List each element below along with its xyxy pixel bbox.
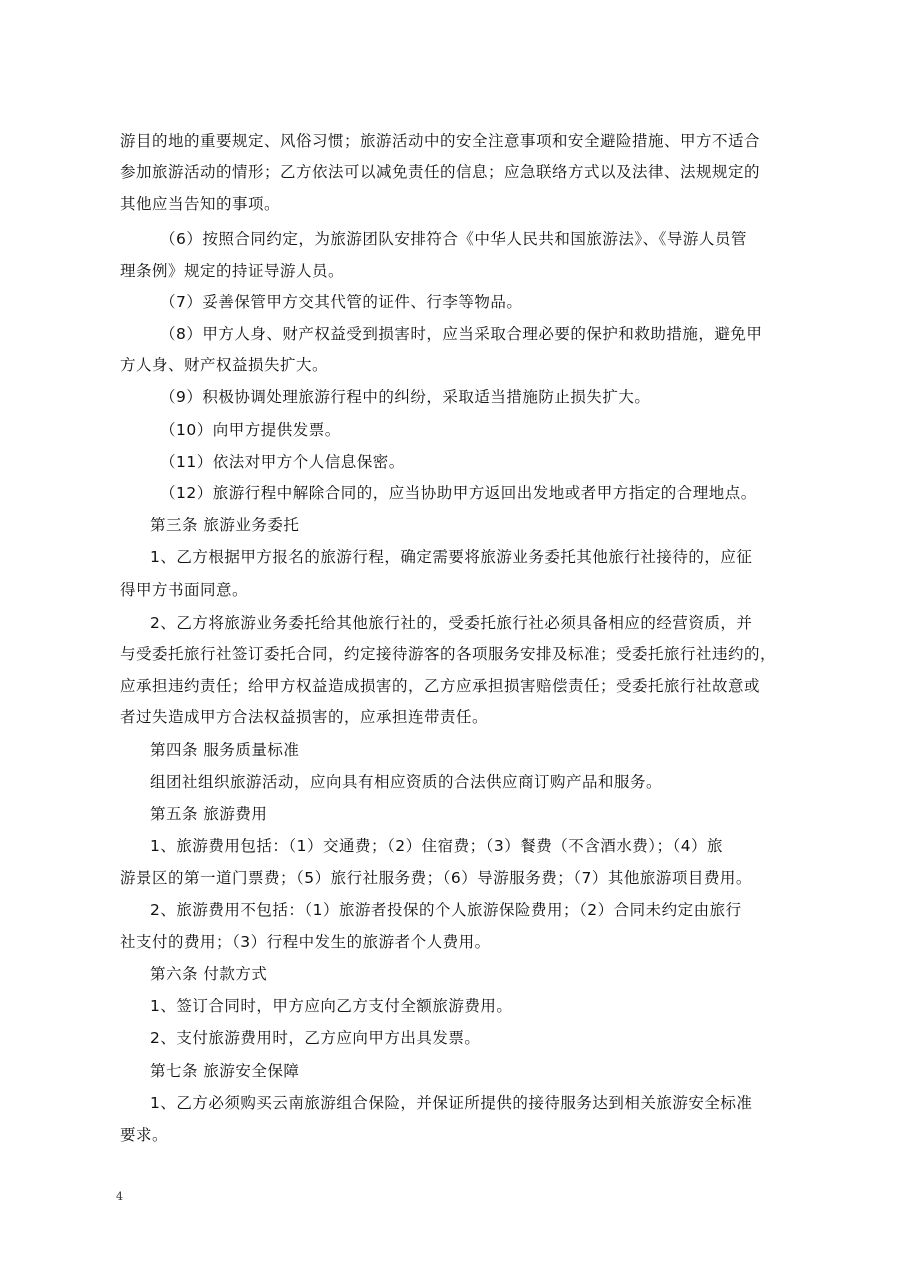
text-line: （6）按照合同约定，为旅游团队安排符合《中华人民共和国旅游法》、《导游人员管 — [160, 230, 747, 248]
text-line: （7）妥善保管甲方交其代管的证件、行李等物品。 — [160, 293, 523, 311]
text-line: 游目的地的重要规定、风俗习惯；旅游活动中的安全注意事项和安全避险措施、甲方不适合 — [120, 132, 761, 150]
text-line: 1、旅游费用包括：（1）交通费；（2）住宿费；（3）餐费（不含酒水费）；（4）旅 — [150, 837, 724, 855]
text-line: 参加旅游活动的情形；乙方依法可以减免责任的信息；应急联络方式以及法律、法规规定的 — [120, 163, 761, 181]
text-line: （12）旅游行程中解除合同的，应当协助甲方返回出发地或者甲方指定的合理地点。 — [160, 484, 757, 502]
page-number: 4 — [116, 1190, 123, 1203]
text-line: 组团社组织旅游活动，应向具有相应资质的合法供应商订购产品和服务。 — [150, 773, 663, 791]
text-line: 2、乙方将旅游业务委托给其他旅行社的，受委托旅行社必须具备相应的经营资质，并 — [150, 614, 753, 632]
text-line: 理条例》规定的持证导游人员。 — [120, 262, 345, 280]
section-heading: 第五条 旅游费用 — [150, 805, 268, 823]
text-line: 方人身、财产权益损失扩大。 — [120, 356, 329, 374]
text-line: 游景区的第一道门票费；（5）旅行社服务费；（6）导游服务费；（7）其他旅游项目费用。 — [120, 869, 752, 887]
text-line: （9）积极协调处理旅游行程中的纠纷，采取适当措施防止损失扩大。 — [160, 388, 651, 406]
text-line: 要求。 — [120, 1126, 169, 1144]
text-line: 者过失造成甲方合法权益损害的，应承担连带责任。 — [120, 708, 489, 726]
text-line: 社支付的费用；（3）行程中发生的旅游者个人费用。 — [120, 933, 491, 951]
text-line: 应承担违约责任；给甲方权益造成损害的，乙方应承担损害赔偿责任；受委托旅行社故意或 — [120, 677, 761, 695]
text-line: 得甲方书面同意。 — [120, 581, 249, 599]
section-heading: 第四条 服务质量标准 — [150, 741, 300, 759]
text-line: 1、乙方根据甲方报名的旅游行程，确定需要将旅游业务委托其他旅行社接待的，应征 — [150, 548, 753, 566]
text-line: （10）向甲方提供发票。 — [160, 421, 341, 439]
section-heading: 第七条 旅游安全保障 — [150, 1062, 300, 1080]
text-line: 其他应当告知的事项。 — [120, 195, 281, 213]
text-line: 与受委托旅行社签订委托合同，约定接待游客的各项服务安排及标准；受委托旅行社违约的， — [120, 645, 777, 663]
text-line: 1、乙方必须购买云南旅游组合保险，并保证所提供的接待服务达到相关旅游安全标准 — [150, 1094, 753, 1112]
text-line: （11）依法对甲方个人信息保密。 — [160, 453, 405, 471]
text-line: 1、签订合同时，甲方应向乙方支付全额旅游费用。 — [150, 997, 513, 1015]
text-line: 2、旅游费用不包括：（1）旅游者投保的个人旅游保险费用；（2）合同未约定由旅行 — [150, 901, 742, 919]
text-line: 2、支付旅游费用时，乙方应向甲方出具发票。 — [150, 1029, 481, 1047]
section-heading: 第六条 付款方式 — [150, 965, 268, 983]
text-line: （8）甲方人身、财产权益受到损害时，应当采取合理必要的保护和救助措施，避免甲 — [160, 325, 763, 343]
section-heading: 第三条 旅游业务委托 — [150, 516, 300, 534]
